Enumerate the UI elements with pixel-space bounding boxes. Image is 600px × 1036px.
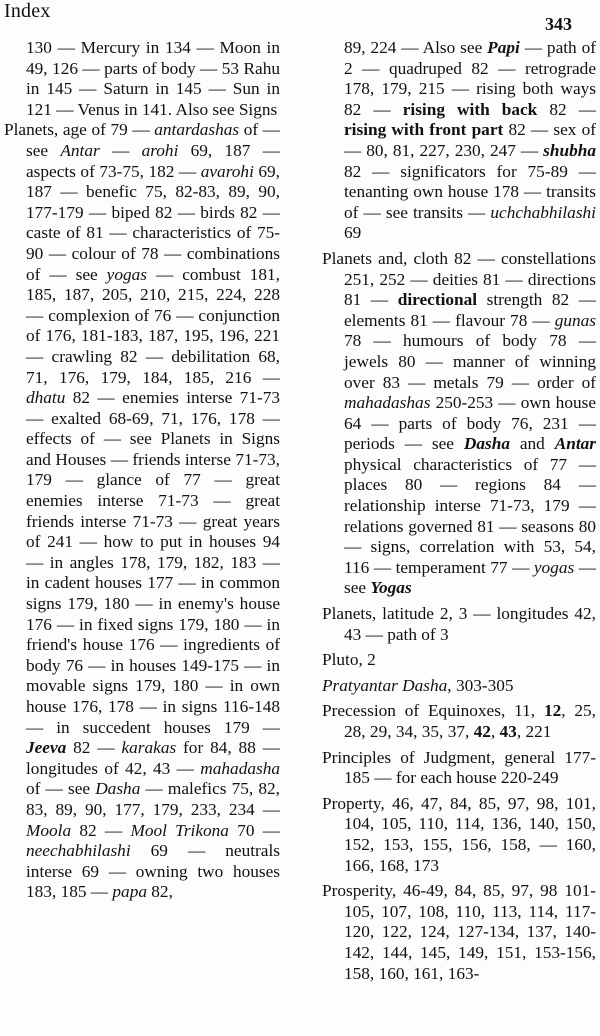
page-header [0,0,600,40]
index-entry-prosperity: Prosperity, 46-49, 84, 85, 97, 98 101-105, 107, 108, 110, 113, 114, 117-120, 122, 124, 127-134, 137, 140-142, 144, 145, 149, 151, 153-156, 158, 160, 161, 163- [322,881,596,983]
running-head: Index [4,0,51,22]
index-column-right [322,38,596,984]
index-entry-planets-latitude: Planets, latitude 2, 3 — longitudes 42, 43 — path of 3 [322,604,596,644]
index-entry-continuation: 130 — Mercury in 134 — Moon in 49, 126 — parts of body — 53 Rahu in 145 — Saturn in 145 — Sun in 121 — Venus in 141. Also see Signs [26,38,280,119]
index-column-left [4,38,280,903]
index-entry-precession: Precession of Equinoxes, 11, 12, 25, 28, 29, 34, 35, 37, 42, 43, 221 [322,701,596,741]
index-entry-pluto: Pluto, 2 [322,650,376,670]
index-entry-principles-of-judgment: Principles of Judgment, general 177-185 — for each house 220-249 [322,747,596,788]
index-entry-planets-age: Planets, age of 79 — antardashas of — see Antar — arohi 69, 187 — aspects of 73-75, 182 — avarohi 69, 187 — benefic 75, 82-83, 89, 90, 177-179 — biped 82 — birds 82 — caste of 81 — characteristics of 75-90 — colour of 78 — combinations of — see yogas — combust 181, 185, 187, 205, 210, 215, 224, 228 — complexion of 76 — conjunction of 176, 181-183, 187, 195, 196, 221 — crawling 82 — debilitation 68, 71, 176, 179, 184, 185, 216 — dhatu 82 — enemies interse 71-73 — exalted 68-69, 71, 176, 178 — effects of — see Planets in Signs and Houses — friends interse 71-73, 179 — glance of 77 — great enemies interse 71-73 — great friends interse 71-73 — great years of 241 — how to put in houses 94 — in angles 178, 179, 182, 183 — in cadent houses 177 — in common signs 179, 180 — in enemy's house 176 — in fixed signs 179, 180 — in friend's house 176 — ingredients of body 76 — in houses 149-175 — in movable signs 179, 180 — in own house 176, 178 — in signs 116-148 — in succedent houses 179 — Jeeva 82 — karakas for 84, 88 — longitudes of 42, 43 — mahadasha of — see Dasha — malefics 75, 82, 83, 89, 90, 177, 179, 233, 234 — Moola 82 — Mool Trikona 70 — neechabhilashi 69 — neutrals interse 69 — owning two houses 183, 185 — papa 82, [4,120,281,902]
index-entry-pratyantar-dasha: Pratyantar Dasha, 303-305 [322,675,514,695]
index-entry-planets-and: Planets and, cloth 82 — constellations 251, 252 — deities 81 — directions 81 — directional strength 82 — elements 81 — flavour 78 — gunas 78 — humours of body 78 — jewels 80 — manner of winning over 83 — metals 79 — order of mahadashas 250-253 — own house 64 — parts of body 76, 231 — periods — see Dasha and Antar physical characteristics of 77 — places 80 — regions 84 — relationship interse 71-73, 179 — relations governed 81 — seasons 80 — signs, correlation with 53, 54, 116 — temperament 77 — yogas — see Yogas [322,248,597,598]
page-number: 343 [545,14,572,34]
index-entry-continuation: 89, 224 — Also see Papi — path of 2 — quadruped 82 — retrograde 178, 179, 215 — rising both ways 82 — rising with back 82 — rising with front part 82 — sex of — 80, 81, 227, 230, 247 — shubha 82 — significators for 75-89 — tenanting own house 178 — transits of — see transits — uchchabhilashi 69 [344,38,597,243]
index-entry-property: Property, 46, 47, 84, 85, 97, 98, 101, 104, 105, 110, 114, 136, 140, 150, 152, 153, 155, 156, 158, — 160, 166, 168, 173 [322,793,596,875]
